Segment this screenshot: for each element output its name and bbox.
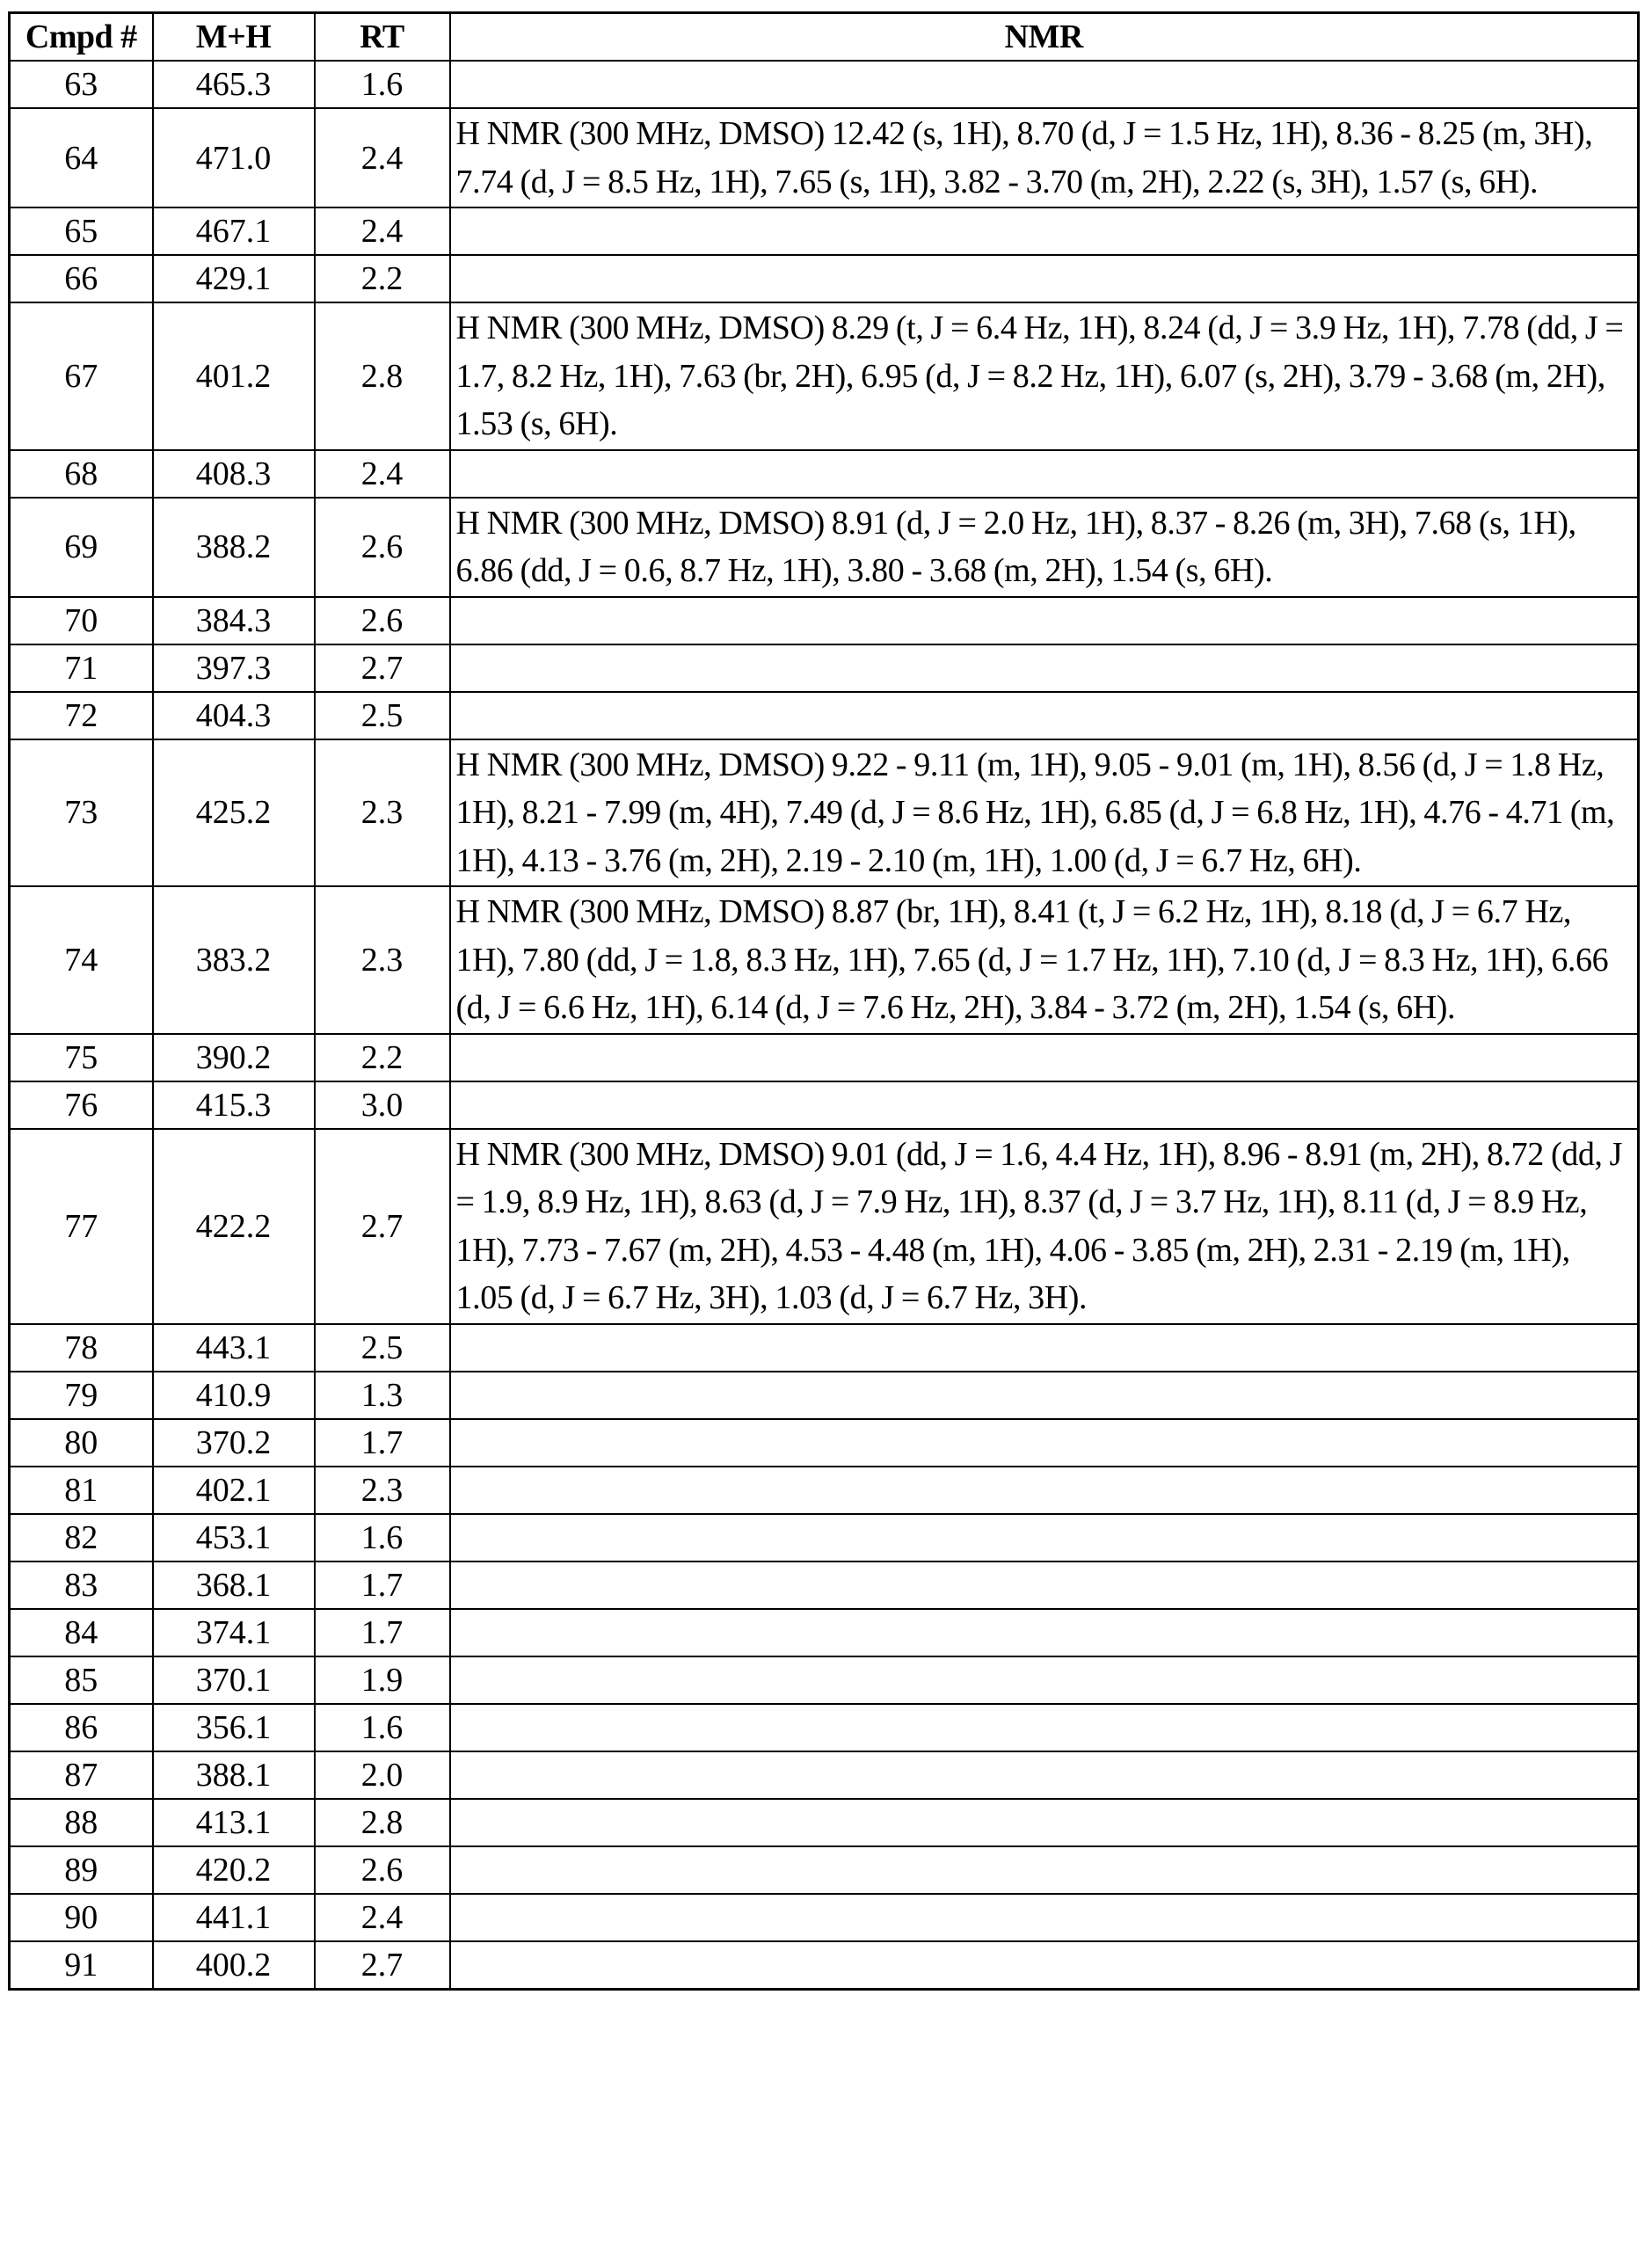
cell-mh: 413.1	[153, 1799, 315, 1846]
table-row	[10, 1081, 1639, 1129]
cell-cmpd: 76	[10, 1081, 153, 1129]
cell-rt: 2.6	[315, 1846, 450, 1894]
cell-cmpd: 80	[10, 1419, 153, 1467]
table-row	[10, 1941, 1639, 1990]
cell-rt: 2.6	[315, 597, 450, 644]
table-row	[10, 207, 1639, 255]
table-row	[10, 498, 1639, 597]
cell-mh: 404.3	[153, 692, 315, 739]
cell-nmr	[450, 1562, 1639, 1609]
cell-cmpd: 91	[10, 1941, 153, 1990]
cell-mh: 388.2	[153, 498, 315, 597]
cell-cmpd: 64	[10, 108, 153, 207]
cell-rt: 2.4	[315, 108, 450, 207]
cell-rt: 2.0	[315, 1751, 450, 1799]
cell-mh: 383.2	[153, 886, 315, 1034]
cell-rt: 2.5	[315, 692, 450, 739]
cell-cmpd: 66	[10, 255, 153, 302]
table-row	[10, 692, 1639, 739]
cell-mh: 471.0	[153, 108, 315, 207]
cell-cmpd: 87	[10, 1751, 153, 1799]
cell-mh: 370.1	[153, 1656, 315, 1704]
table-row	[10, 450, 1639, 498]
cell-cmpd: 65	[10, 207, 153, 255]
cell-cmpd: 90	[10, 1894, 153, 1941]
cell-cmpd: 70	[10, 597, 153, 644]
cell-cmpd: 73	[10, 739, 153, 887]
cell-mh: 422.2	[153, 1129, 315, 1324]
cell-mh: 408.3	[153, 450, 315, 498]
table-row	[10, 255, 1639, 302]
cell-cmpd: 85	[10, 1656, 153, 1704]
cell-nmr: H NMR (300 MHz, DMSO) 9.01 (dd, J = 1.6, 4.4 Hz, 1H), 8.96 - 8.91 (m, 2H), 8.72 (dd, J = 1.9, 8.9 Hz, 1H), 8.63 (d, J = 7.9 Hz, 1H), 8.37 (d, J = 3.7 Hz, 1H), 8.11 (d, J = 8.9 Hz, 1H), 7.73 - 7.67 (m, 2H), 4.53 - 4.48 (m, 1H), 4.06 - 3.85 (m, 2H), 2.31 - 2.19 (m, 1H), 1.05 (d, J = 6.7 Hz, 3H), 1.03 (d, J = 6.7 Hz, 3H).	[450, 1129, 1639, 1324]
header-mh: M+H	[153, 13, 315, 62]
cell-nmr: H NMR (300 MHz, DMSO) 8.29 (t, J = 6.4 Hz, 1H), 8.24 (d, J = 3.9 Hz, 1H), 7.78 (dd, J = 1.7, 8.2 Hz, 1H), 7.63 (br, 2H), 6.95 (d, J = 8.2 Hz, 1H), 6.07 (s, 2H), 3.79 - 3.68 (m, 2H), 1.53 (s, 6H).	[450, 302, 1639, 450]
table-row	[10, 302, 1639, 450]
cell-mh: 453.1	[153, 1514, 315, 1562]
cell-cmpd: 67	[10, 302, 153, 450]
cell-nmr	[450, 1609, 1639, 1656]
cell-cmpd: 72	[10, 692, 153, 739]
table-row	[10, 61, 1639, 108]
cell-nmr	[450, 1656, 1639, 1704]
table-row	[10, 1751, 1639, 1799]
cell-rt: 2.4	[315, 450, 450, 498]
cell-cmpd: 88	[10, 1799, 153, 1846]
cell-nmr	[450, 1514, 1639, 1562]
cell-nmr: H NMR (300 MHz, DMSO) 9.22 - 9.11 (m, 1H), 9.05 - 9.01 (m, 1H), 8.56 (d, J = 1.8 Hz, 1H), 8.21 - 7.99 (m, 4H), 7.49 (d, J = 8.6 Hz, 1H), 6.85 (d, J = 6.8 Hz, 1H), 4.76 - 4.71 (m, 1H), 4.13 - 3.76 (m, 2H), 2.19 - 2.10 (m, 1H), 1.00 (d, J = 6.7 Hz, 6H).	[450, 739, 1639, 887]
cell-nmr	[450, 1704, 1639, 1751]
cell-rt: 1.9	[315, 1656, 450, 1704]
cell-cmpd: 83	[10, 1562, 153, 1609]
cell-mh: 356.1	[153, 1704, 315, 1751]
table-body	[10, 61, 1639, 1989]
table-row	[10, 1419, 1639, 1467]
cell-rt: 2.2	[315, 255, 450, 302]
cell-cmpd: 69	[10, 498, 153, 597]
cell-cmpd: 71	[10, 644, 153, 692]
cell-rt: 1.3	[315, 1372, 450, 1419]
cell-mh: 368.1	[153, 1562, 315, 1609]
header-row	[10, 13, 1639, 62]
cell-rt: 2.4	[315, 1894, 450, 1941]
table-row	[10, 1129, 1639, 1324]
cell-nmr	[450, 1034, 1639, 1081]
cell-rt: 2.7	[315, 644, 450, 692]
cell-mh: 415.3	[153, 1081, 315, 1129]
cell-rt: 2.6	[315, 498, 450, 597]
cell-mh: 420.2	[153, 1846, 315, 1894]
cell-nmr	[450, 255, 1639, 302]
cell-nmr	[450, 1846, 1639, 1894]
cell-nmr	[450, 1419, 1639, 1467]
cell-rt: 2.3	[315, 886, 450, 1034]
cell-rt: 2.7	[315, 1941, 450, 1990]
cell-mh: 397.3	[153, 644, 315, 692]
cell-mh: 410.9	[153, 1372, 315, 1419]
cell-mh: 388.1	[153, 1751, 315, 1799]
cell-cmpd: 75	[10, 1034, 153, 1081]
cell-nmr	[450, 1372, 1639, 1419]
cell-nmr	[450, 1894, 1639, 1941]
cell-cmpd: 68	[10, 450, 153, 498]
cell-nmr: H NMR (300 MHz, DMSO) 8.87 (br, 1H), 8.41 (t, J = 6.2 Hz, 1H), 8.18 (d, J = 6.7 Hz, 1H), 7.80 (dd, J = 1.8, 8.3 Hz, 1H), 7.65 (d, J = 1.7 Hz, 1H), 7.10 (d, J = 8.3 Hz, 1H), 6.66 (d, J = 6.6 Hz, 1H), 6.14 (d, J = 7.6 Hz, 2H), 3.84 - 3.72 (m, 2H), 1.54 (s, 6H).	[450, 886, 1639, 1034]
cell-nmr	[450, 597, 1639, 644]
cell-cmpd: 89	[10, 1846, 153, 1894]
table-row	[10, 1799, 1639, 1846]
cell-nmr	[450, 1081, 1639, 1129]
cell-cmpd: 82	[10, 1514, 153, 1562]
cell-rt: 1.6	[315, 1704, 450, 1751]
cell-rt: 2.3	[315, 739, 450, 887]
cell-mh: 443.1	[153, 1324, 315, 1372]
table-row	[10, 108, 1639, 207]
table-row	[10, 1609, 1639, 1656]
compound-data-table	[8, 11, 1640, 1991]
table-row	[10, 597, 1639, 644]
cell-nmr: H NMR (300 MHz, DMSO) 12.42 (s, 1H), 8.70 (d, J = 1.5 Hz, 1H), 8.36 - 8.25 (m, 3H), 7.74 (d, J = 8.5 Hz, 1H), 7.65 (s, 1H), 3.82 - 3.70 (m, 2H), 2.22 (s, 3H), 1.57 (s, 6H).	[450, 108, 1639, 207]
cell-nmr: H NMR (300 MHz, DMSO) 8.91 (d, J = 2.0 Hz, 1H), 8.37 - 8.26 (m, 3H), 7.68 (s, 1H), 6.86 (dd, J = 0.6, 8.7 Hz, 1H), 3.80 - 3.68 (m, 2H), 1.54 (s, 6H).	[450, 498, 1639, 597]
cell-mh: 402.1	[153, 1467, 315, 1514]
cell-mh: 400.2	[153, 1941, 315, 1990]
table-row	[10, 886, 1639, 1034]
table-row	[10, 1467, 1639, 1514]
cell-rt: 1.7	[315, 1609, 450, 1656]
header-cmpd: Cmpd #	[10, 13, 153, 62]
cell-mh: 465.3	[153, 61, 315, 108]
cell-nmr	[450, 1941, 1639, 1990]
cell-mh: 441.1	[153, 1894, 315, 1941]
cell-cmpd: 77	[10, 1129, 153, 1324]
table-row	[10, 1704, 1639, 1751]
cell-cmpd: 74	[10, 886, 153, 1034]
cell-nmr	[450, 450, 1639, 498]
table-row	[10, 1846, 1639, 1894]
cell-mh: 467.1	[153, 207, 315, 255]
cell-rt: 1.6	[315, 1514, 450, 1562]
cell-rt: 2.4	[315, 207, 450, 255]
cell-cmpd: 63	[10, 61, 153, 108]
cell-mh: 390.2	[153, 1034, 315, 1081]
cell-rt: 1.7	[315, 1419, 450, 1467]
cell-nmr	[450, 207, 1639, 255]
header-rt: RT	[315, 13, 450, 62]
cell-nmr	[450, 1751, 1639, 1799]
cell-rt: 2.2	[315, 1034, 450, 1081]
table-row	[10, 1562, 1639, 1609]
cell-rt: 3.0	[315, 1081, 450, 1129]
table-row	[10, 1034, 1639, 1081]
table-row	[10, 1514, 1639, 1562]
cell-mh: 401.2	[153, 302, 315, 450]
cell-rt: 2.5	[315, 1324, 450, 1372]
cell-rt: 2.3	[315, 1467, 450, 1514]
cell-mh: 429.1	[153, 255, 315, 302]
cell-rt: 2.7	[315, 1129, 450, 1324]
cell-mh: 384.3	[153, 597, 315, 644]
cell-cmpd: 79	[10, 1372, 153, 1419]
cell-nmr	[450, 1467, 1639, 1514]
table-row	[10, 1324, 1639, 1372]
cell-nmr	[450, 1324, 1639, 1372]
cell-rt: 1.7	[315, 1562, 450, 1609]
header-nmr: NMR	[450, 13, 1639, 62]
table-row	[10, 1372, 1639, 1419]
cell-cmpd: 81	[10, 1467, 153, 1514]
table-row	[10, 1894, 1639, 1941]
cell-cmpd: 78	[10, 1324, 153, 1372]
cell-nmr	[450, 692, 1639, 739]
cell-nmr	[450, 61, 1639, 108]
cell-nmr	[450, 1799, 1639, 1846]
table-row	[10, 739, 1639, 887]
table-header	[10, 13, 1639, 62]
table-row	[10, 1656, 1639, 1704]
cell-cmpd: 86	[10, 1704, 153, 1751]
cell-mh: 425.2	[153, 739, 315, 887]
table-row	[10, 644, 1639, 692]
cell-nmr	[450, 644, 1639, 692]
cell-rt: 2.8	[315, 302, 450, 450]
cell-rt: 2.8	[315, 1799, 450, 1846]
cell-cmpd: 84	[10, 1609, 153, 1656]
cell-mh: 374.1	[153, 1609, 315, 1656]
cell-mh: 370.2	[153, 1419, 315, 1467]
cell-rt: 1.6	[315, 61, 450, 108]
